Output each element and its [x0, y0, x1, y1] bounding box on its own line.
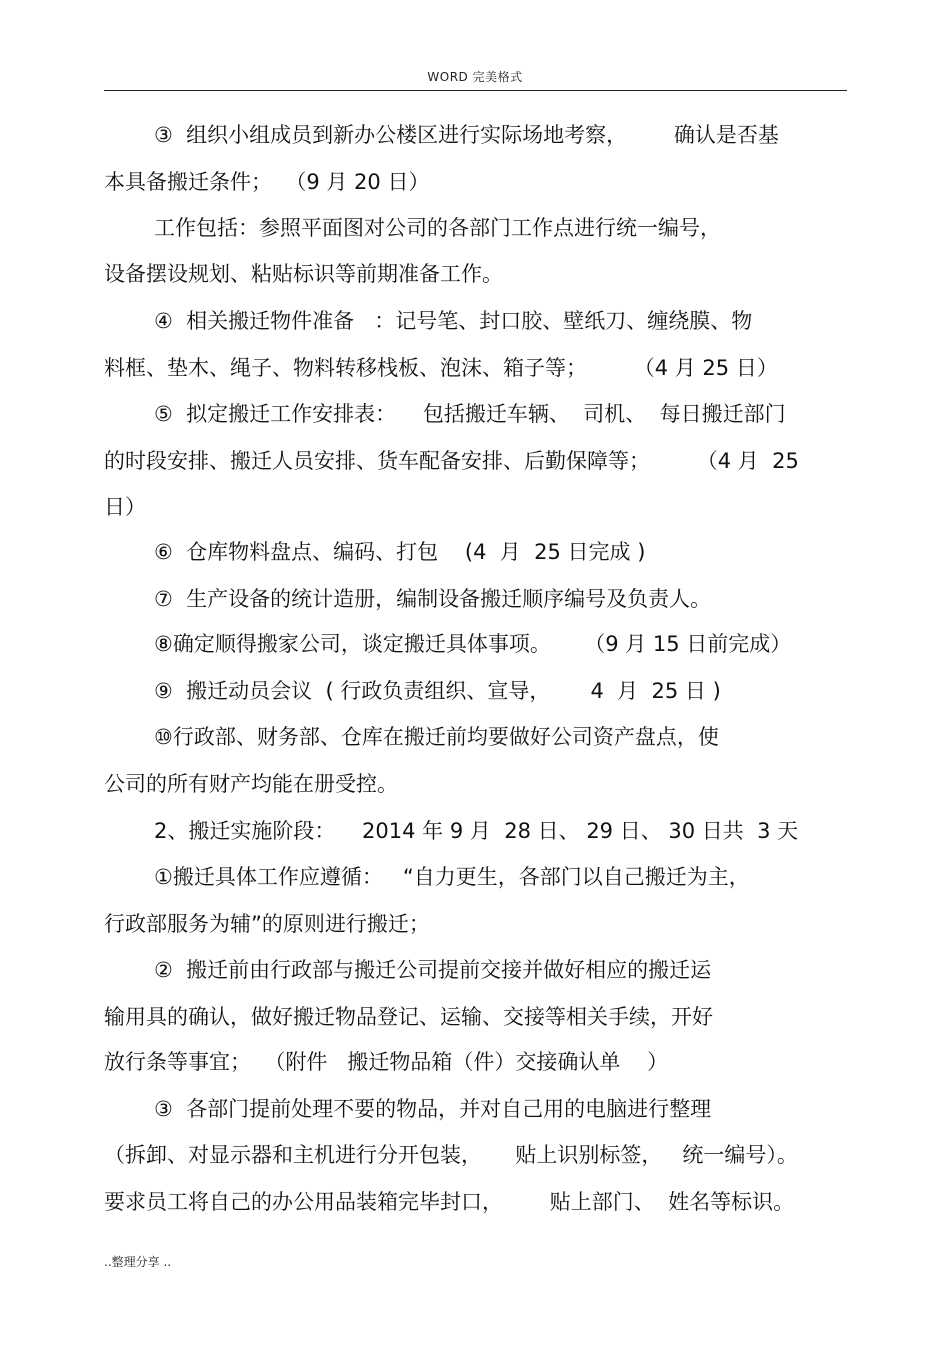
- text-line: ⑨ 搬迁动员会议 ( 行政负责组织、宣导， 4 月 25 日 ): [154, 679, 721, 703]
- text-line: 要求员工将自己的办公用品装箱完毕封口， 贴上部门、 姓名等标识。: [104, 1190, 795, 1214]
- page-footer: ..整理分享 ..: [104, 1255, 172, 1269]
- text-line: ⑩行政部、财务部、仓库在搬迁前均要做好公司资产盘点，使: [154, 725, 719, 749]
- text-line: ⑦ 生产设备的统计造册，编制设备搬迁顺序编号及负责人。: [154, 587, 712, 611]
- header-divider: [104, 90, 847, 91]
- text-line: 放行条等事宜； （附件 搬迁物品箱（件）交接确认单 ）: [104, 1050, 669, 1074]
- text-line: ①搬迁具体工作应遵循： “自力更生，各部门以自己搬迁为主，: [154, 865, 750, 889]
- text-line: 行政部服务为辅”的原则进行搬迁；: [104, 912, 430, 936]
- text-line: 本具备搬迁条件； （9 月 20 日）: [104, 170, 430, 194]
- text-line: ⑧确定顺得搬家公司，谈定搬迁具体事项。 （9 月 15 日前完成）: [154, 632, 792, 656]
- text-line: （拆卸、对显示器和主机进行分开包装， 贴上识别标签， 统一编号）。: [104, 1143, 798, 1167]
- text-line: ⑥ 仓库物料盘点、编码、打包 (4 月 25 日完成 ): [154, 540, 646, 564]
- text-line: 公司的所有财产均能在册受控。: [104, 772, 398, 796]
- text-line: 工作包括：参照平面图对公司的各部门工作点进行统一编号，: [154, 216, 721, 240]
- text-line: ⑤ 拟定搬迁工作安排表： 包括搬迁车辆、 司机、 每日搬迁部门: [154, 402, 786, 426]
- text-line: 的时段安排、搬迁人员安排、货车配备安排、后勤保障等； （4 月 25: [104, 449, 799, 473]
- text-line: ③ 各部门提前处理不要的物品，并对自己用的电脑进行整理: [154, 1097, 712, 1121]
- text-line: 2、搬迁实施阶段： 2014 年 9 月 28 日、 29 日、 30 日共 3 天: [154, 819, 799, 843]
- text-line: 日）: [104, 495, 146, 519]
- text-line: 设备摆设规划、粘贴标识等前期准备工作。: [104, 262, 503, 286]
- text-line: 输用具的确认，做好搬迁物品登记、运输、交接等相关手续，开好: [104, 1005, 713, 1029]
- text-line: ③ 组织小组成员到新办公楼区进行实际场地考察， 确认是否基: [154, 123, 779, 147]
- text-line: ④ 相关搬迁物件准备 ：记号笔、封口胶、壁纸刀、缠绕膜、物: [154, 309, 753, 333]
- page-header: WORD 完美格式: [427, 70, 523, 84]
- text-line: ② 搬迁前由行政部与搬迁公司提前交接并做好相应的搬迁运: [154, 958, 712, 982]
- text-line: 料框、垫木、绳子、物料转移栈板、泡沫、箱子等； （4 月 25 日）: [104, 356, 778, 380]
